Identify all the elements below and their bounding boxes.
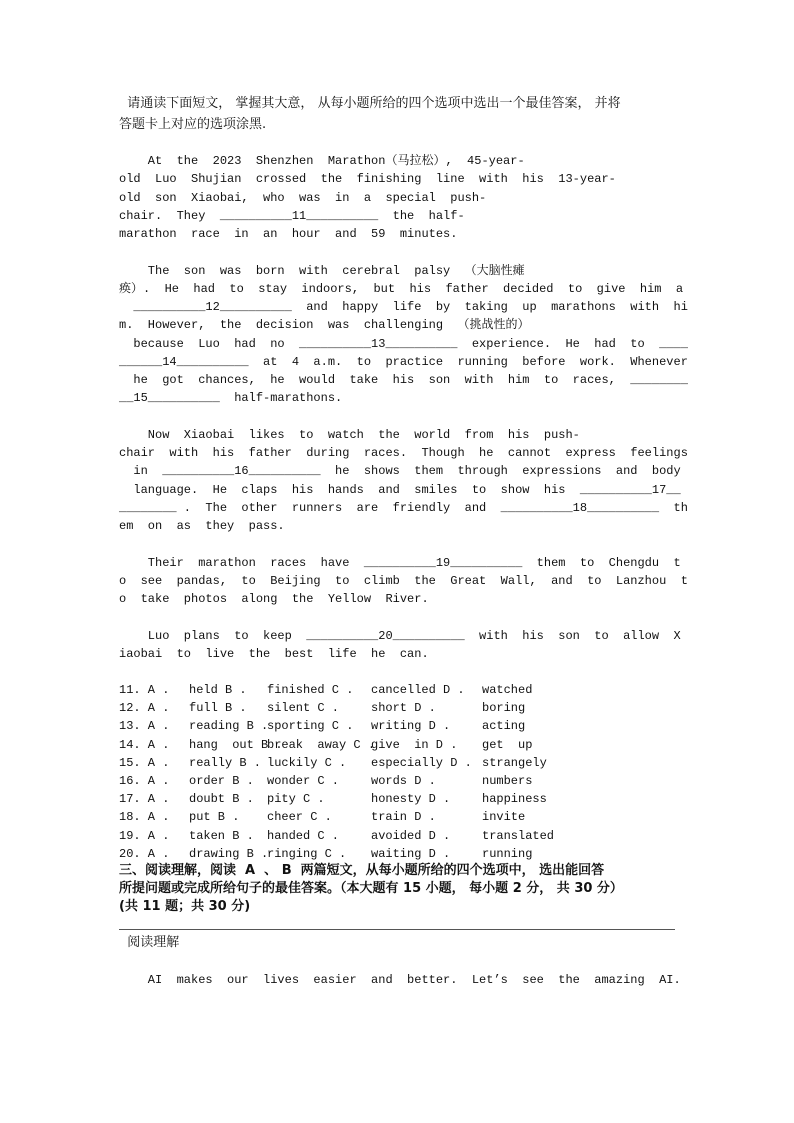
question-number: 20. A .: [119, 846, 170, 861]
passage-line: chair. They __________11__________ the half-: [119, 208, 465, 223]
passage-line: __15__________ half-marathons.: [119, 391, 343, 406]
option-text: hang out B .: [189, 737, 283, 752]
passage-line: Now Xiaobai likes to watch the world from his push-: [119, 427, 580, 442]
section-3-title-line-1: 三、阅读理解，阅读 A 、 B 两篇短文，从每小题所给的四个选项中， 选出能回答: [119, 863, 605, 878]
option-text: break away C .: [267, 737, 376, 752]
question-number: 15. A .: [119, 755, 170, 770]
passage-line: because Luo had no __________13__________ experience. He had to ____: [119, 336, 688, 351]
section-divider: [119, 929, 675, 930]
option-text: strangely: [482, 755, 547, 770]
option-text: drawing B .: [189, 846, 269, 861]
passage-line: he got chances, he would take his son with him to races, ________: [119, 373, 688, 387]
question-row: [119, 827, 675, 845]
option-text: get up: [482, 737, 533, 752]
question-row: [119, 808, 675, 826]
question-number: 17. A .: [119, 792, 170, 807]
question-row: [119, 736, 675, 754]
option-text: handed C .: [267, 828, 340, 843]
option-text: sporting C .: [267, 719, 354, 734]
question-number: 14. A .: [119, 737, 170, 752]
option-text: ringing C .: [267, 846, 347, 861]
passage-line: marathon race in an hour and 59 minutes.: [119, 227, 458, 241]
passage-line: old son Xiaobai, who was in a special push-: [119, 190, 487, 205]
option-text: running: [482, 846, 533, 861]
question-row: [119, 681, 675, 699]
option-text: waiting D .: [371, 846, 451, 861]
passage-line: 痪）. He had to stay indoors, but his father decided to give him a: [119, 281, 684, 296]
option-text: cancelled D .: [371, 683, 465, 697]
question-row: [119, 699, 675, 717]
question-row: [119, 717, 675, 735]
option-text: train D .: [371, 810, 436, 825]
passage-line: o take photos along the Yellow River.: [119, 592, 429, 606]
question-row: [119, 754, 675, 772]
passage-line: o see pandas, to Beijing to climb the Great Wall, and to Lanzhou t: [119, 573, 688, 588]
question-number: 16. A .: [119, 774, 170, 788]
option-text: numbers: [482, 774, 533, 788]
option-text: translated: [482, 828, 555, 843]
question-number: 12. A .: [119, 701, 170, 716]
passage-line: ______14__________ at 4 a.m. to practice running before work. Whenever: [119, 354, 688, 369]
question-number: 13. A .: [119, 719, 170, 734]
section-3-title-line-2: 所提问题或完成所给句子的最佳答案。（本大题有 15 小题， 每小题 2 分， 共 30 分）: [119, 881, 623, 896]
option-text: happiness: [482, 792, 547, 807]
option-text: especially D .: [371, 755, 472, 770]
option-text: short D .: [371, 701, 436, 716]
option-text: doubt B .: [189, 792, 254, 807]
option-text: really B .: [189, 755, 262, 770]
passage-line: The son was born with cerebral palsy （大脑性瘫: [119, 263, 525, 278]
option-text: honesty D .: [371, 792, 451, 807]
option-text: watched: [482, 683, 533, 697]
option-text: taken B .: [189, 828, 254, 843]
option-text: pity C .: [267, 792, 325, 807]
option-text: wonder C .: [267, 774, 340, 788]
option-text: cheer C .: [267, 810, 332, 825]
section-3-count: (共 11 题；共 30 分): [119, 899, 251, 914]
option-text: boring: [482, 701, 526, 716]
passage-line: in __________16__________ he shows them through expressions and body: [119, 464, 681, 479]
instructions-line-1: 请通读下面短文， 掌握其大意， 从每小题所给的四个选项中选出一个最佳答案， 并将: [119, 96, 621, 111]
question-number: 19. A .: [119, 828, 170, 843]
passage-line: old Luo Shujian crossed the finishing line with his 13-year-: [119, 172, 616, 187]
option-text: finished C .: [267, 683, 354, 697]
question-row: [119, 790, 675, 808]
reading-heading: 阅读理解: [119, 935, 180, 950]
option-text: reading B .: [189, 719, 269, 734]
instructions-line-2: 答题卡上对应的选项涂黑.: [119, 117, 267, 132]
option-text: writing D .: [371, 719, 451, 734]
passage-line: language. He claps his hands and smiles to show his __________17__: [119, 482, 681, 497]
reading-first-line: AI makes our lives easier and better. Let’s see the amazing AI.: [119, 973, 681, 987]
option-text: put B .: [189, 810, 240, 825]
passage-line: em on as they pass.: [119, 519, 285, 533]
passage-line: Luo plans to keep __________20__________ with his son to allow X: [119, 628, 681, 643]
passage-line: ________ . The other runners are friendly and __________18__________ th: [119, 500, 688, 515]
option-text: full B .: [189, 701, 247, 716]
passage-line: At the 2023 Shenzhen Marathon（马拉松）, 45-year-: [119, 154, 525, 168]
passage-line: Their marathon races have __________19__________ them to Chengdu t: [119, 555, 681, 570]
option-text: give in D .: [371, 737, 458, 752]
question-number: 18. A .: [119, 810, 170, 825]
passage-line: chair with his father during races. Though he cannot express feelings: [119, 446, 688, 460]
option-text: invite: [482, 810, 526, 825]
question-row: [119, 845, 675, 863]
option-text: held B .: [189, 683, 247, 697]
option-text: avoided D .: [371, 828, 451, 843]
passage-line: m. However, the decision was challenging （挑战性的）: [119, 318, 530, 333]
question-number: 11. A .: [119, 683, 170, 697]
passage-line: iaobai to live the best life he can.: [119, 646, 429, 661]
option-text: acting: [482, 719, 526, 734]
passage-line: __________12__________ and happy life by taking up marathons with hi: [119, 300, 688, 314]
option-text: silent C .: [267, 701, 340, 716]
option-text: order B .: [189, 774, 254, 788]
option-text: luckily C .: [267, 755, 347, 770]
option-text: words D .: [371, 774, 436, 788]
question-row: [119, 772, 675, 790]
